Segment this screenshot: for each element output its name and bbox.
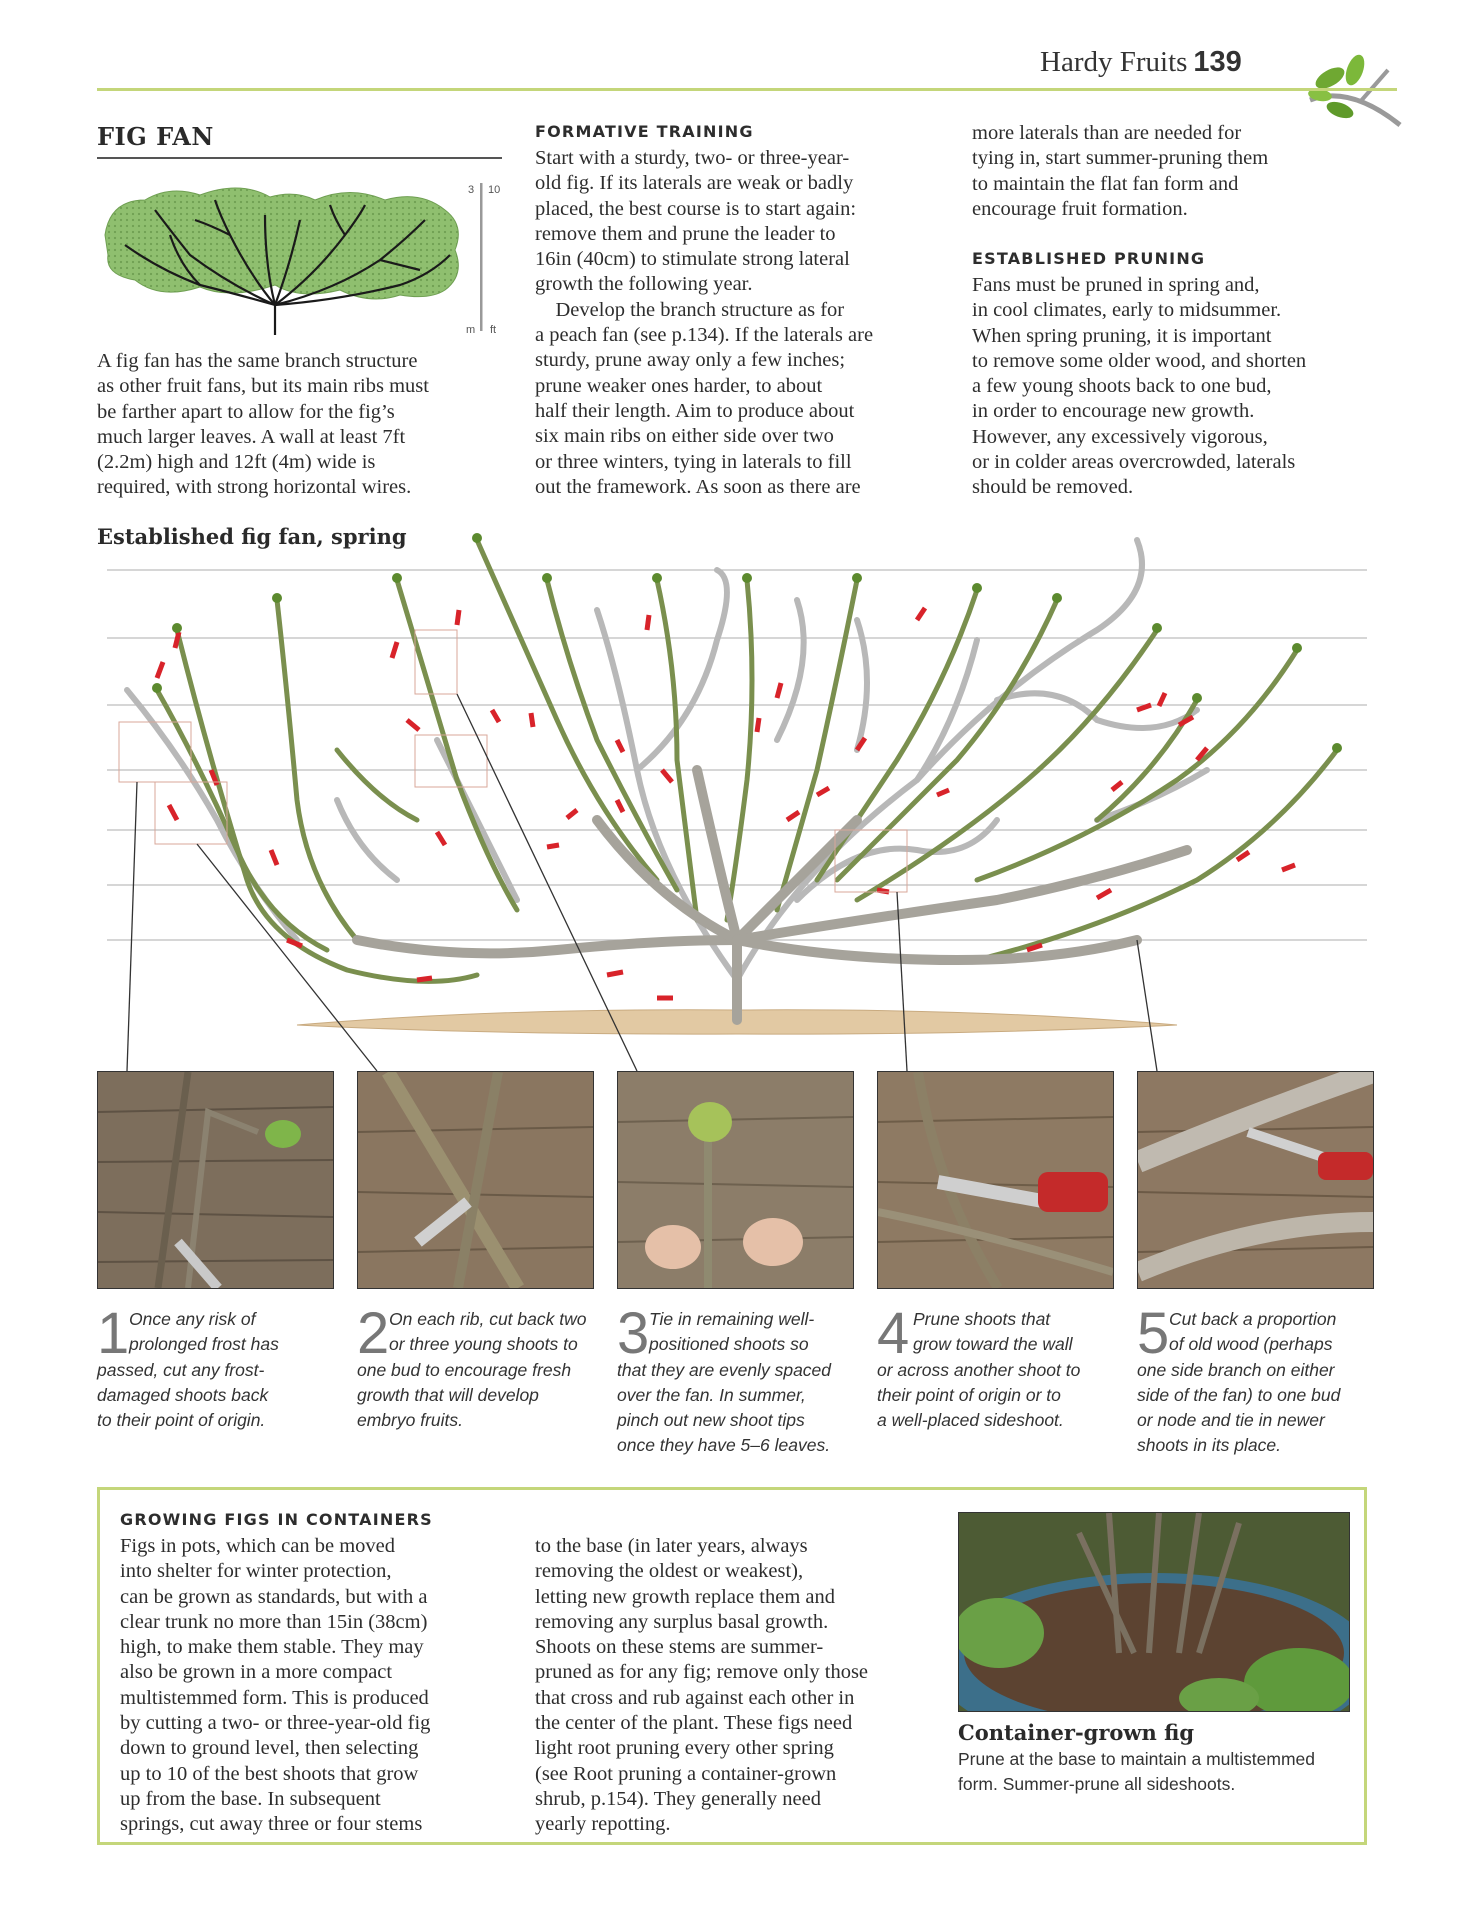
- cut-mark: [817, 788, 829, 795]
- caption-line: Prune shoots that: [913, 1309, 1051, 1329]
- caption-line: to their point of origin.: [97, 1410, 266, 1431]
- caption-line: once they have 5–6 leaves.: [617, 1435, 831, 1456]
- caption-line: or across another shoot to: [877, 1359, 1081, 1380]
- cut-mark: [617, 800, 623, 812]
- cut-mark: [617, 740, 623, 752]
- text-line: shrub, p.154). They generally need: [535, 1787, 821, 1810]
- text-line: sturdy, prune away only a few inches;: [535, 349, 846, 372]
- text-line: Develop the branch structure as for: [535, 298, 845, 321]
- text-line: springs, cut away three or four stems: [120, 1813, 423, 1836]
- intro-line: as other fruit fans, but its main ribs must: [97, 375, 429, 398]
- container-photo-caption-title: Container-grown fig: [958, 1720, 1195, 1745]
- step-3-caption: [617, 1301, 862, 1459]
- step-4-caption: [877, 1301, 1122, 1433]
- formative-training-heading: FORMATIVE TRAINING: [535, 122, 754, 141]
- text-line: up from the base. In subsequent: [120, 1787, 381, 1810]
- containers-text-col2: [535, 1534, 915, 1838]
- step-3-photo: [617, 1071, 854, 1289]
- step-4-number: 4: [877, 1301, 910, 1366]
- intro-paragraph: [97, 349, 502, 501]
- text-line: a few young shoots back to one bud,: [972, 375, 1272, 398]
- text-line: out the framework. As soon as there are: [535, 475, 861, 498]
- text-line: light root pruning every other spring: [535, 1737, 834, 1760]
- cut-mark: [492, 710, 499, 722]
- text-line: in cool climates, early to midsummer.: [972, 299, 1282, 322]
- cut-mark: [437, 832, 445, 845]
- text-line: in order to encourage new growth.: [972, 400, 1255, 423]
- caption-line: shoots in its place.: [1137, 1435, 1281, 1456]
- text-line: yearly repotting.: [535, 1813, 671, 1836]
- caption-line: a well-placed sideshoot.: [877, 1410, 1064, 1431]
- formative-training-text: [535, 146, 910, 500]
- support-wires: [107, 570, 1367, 940]
- caption-line: their point of origin or to: [877, 1384, 1061, 1405]
- cut-mark: [531, 713, 533, 727]
- running-head: [1040, 46, 1242, 79]
- step-5-caption: [1137, 1301, 1382, 1459]
- cut-mark: [777, 683, 781, 698]
- caption-line: positioned shoots so: [649, 1334, 809, 1355]
- cut-mark: [547, 845, 559, 847]
- text-line: to remove some older wood, and shorten: [972, 349, 1307, 372]
- intro-line: required, with strong horizontal wires.: [97, 476, 412, 499]
- header-rule: [97, 88, 1397, 91]
- cut-mark: [567, 810, 577, 818]
- step-1-caption: [97, 1301, 342, 1433]
- text-line: tying in, start summer-pruning them: [972, 147, 1269, 170]
- container-grown-fig-photo: [958, 1512, 1350, 1712]
- leaf-sprig-icon: [1300, 30, 1410, 130]
- trunk-and-ribs: [357, 770, 1187, 1020]
- cut-mark: [937, 790, 949, 795]
- section-name: Hardy Fruits: [1040, 46, 1188, 78]
- text-line: (see Root pruning a container-grown: [535, 1762, 837, 1785]
- text-line: can be grown as standards, but with a: [120, 1585, 428, 1608]
- text-line: or three winters, tying in laterals to fill: [535, 450, 852, 473]
- text-line: or in colder areas overcrowded, laterals: [972, 451, 1296, 474]
- scale-label-metres-top: 3: [468, 184, 475, 196]
- step-2-photo: [357, 1071, 594, 1289]
- cut-mark: [787, 812, 799, 820]
- caption-line: or node and tie in newer: [1137, 1410, 1325, 1431]
- leaf-buds: [152, 533, 1342, 753]
- text-line: clear trunk no more than 15in (38cm): [120, 1610, 428, 1633]
- text-line: to maintain the flat fan form and: [972, 172, 1239, 195]
- established-pruning-text: [972, 273, 1357, 501]
- intro-line: A fig fan has the same branch structure: [97, 350, 418, 372]
- containers-text-col1: [120, 1534, 505, 1838]
- cut-mark: [647, 615, 649, 630]
- text-line: 16in (40cm) to stimulate strong lateral: [535, 248, 850, 271]
- cut-mark: [917, 608, 925, 620]
- scale-bar: [480, 183, 483, 331]
- scale-label-feet-unit: ft: [490, 324, 497, 336]
- caption-line: that they are evenly spaced: [617, 1359, 832, 1380]
- caption-line: form. Summer-prune all sideshoots.: [958, 1774, 1236, 1794]
- section-title: FIG FAN: [97, 122, 214, 151]
- caption-line: side of the fan) to one bud: [1137, 1384, 1341, 1405]
- step-5-number: 5: [1137, 1301, 1170, 1366]
- text-line: to the base (in later years, always: [535, 1535, 808, 1557]
- cut-mark: [607, 972, 623, 975]
- text-line: When spring pruning, it is important: [972, 324, 1272, 347]
- caption-line: damaged shoots back: [97, 1384, 269, 1405]
- cut-mark: [662, 770, 672, 782]
- text-line: removing any surplus basal growth.: [535, 1610, 829, 1633]
- text-line: by cutting a two- or three-year-old fig: [120, 1712, 431, 1735]
- caption-line: growth that will develop: [357, 1384, 539, 1405]
- text-line: into shelter for winter protection,: [120, 1560, 392, 1583]
- text-line: up to 10 of the best shoots that grow: [120, 1762, 419, 1785]
- cut-mark: [157, 662, 163, 678]
- text-line: encourage fruit formation.: [972, 197, 1188, 220]
- text-line: old fig. If its laterals are weak or badly: [535, 172, 854, 195]
- caption-line: Prune at the base to maintain a multistemmed: [958, 1749, 1315, 1769]
- caption-line: Tie in remaining well-: [649, 1309, 815, 1329]
- text-line: down to ground level, then selecting: [120, 1737, 419, 1760]
- fig-fan-silhouette-diagram: [100, 175, 500, 345]
- cut-mark: [417, 978, 432, 980]
- cut-mark: [169, 805, 177, 820]
- text-line: Figs in pots, which can be moved: [120, 1535, 396, 1557]
- cut-mark: [757, 718, 759, 732]
- text-line: more laterals than are needed for: [972, 122, 1242, 144]
- title-rule: [97, 157, 502, 159]
- cut-mark: [1159, 693, 1165, 706]
- text-line: a peach fan (see p.134). If the laterals are: [535, 324, 874, 347]
- text-line: should be removed.: [972, 476, 1134, 499]
- text-line: However, any excessively vigorous,: [972, 425, 1268, 448]
- caption-line: embryo fruits.: [357, 1410, 463, 1431]
- cut-mark: [1282, 865, 1295, 870]
- caption-line: Once any risk of: [129, 1309, 256, 1329]
- intro-line: be farther apart to allow for the fig’s: [97, 400, 395, 423]
- step-2-caption: [357, 1301, 602, 1433]
- text-line: prune weaker ones harder, to about: [535, 374, 823, 397]
- text-line: pruned as for any fig; remove only those: [535, 1661, 869, 1684]
- caption-line: one bud to encourage fresh: [357, 1359, 572, 1380]
- page-number: 139: [1193, 46, 1242, 78]
- text-line: remove them and prune the leader to: [535, 222, 836, 245]
- text-line: placed, the best course is to start again:: [535, 197, 857, 220]
- step-4-photo: [877, 1071, 1114, 1289]
- caption-line: grow toward the wall: [913, 1334, 1073, 1355]
- established-pruning-heading: ESTABLISHED PRUNING: [972, 249, 1206, 268]
- scale-label-feet-top: 10: [488, 184, 500, 196]
- cut-mark: [392, 642, 397, 658]
- caption-line: or three young shoots to: [389, 1334, 578, 1355]
- caption-line: Cut back a proportion: [1169, 1309, 1337, 1329]
- container-photo-caption: [958, 1747, 1358, 1797]
- cut-mark: [407, 720, 419, 730]
- step-3-number: 3: [617, 1301, 650, 1366]
- caption-line: pinch out new shoot tips: [617, 1410, 805, 1431]
- caption-line: passed, cut any frost-: [97, 1359, 265, 1380]
- cut-mark: [1137, 705, 1151, 710]
- established-fig-fan-illustration: [97, 520, 1377, 1080]
- step-1-photo: [97, 1071, 334, 1289]
- caption-line: over the fan. In summer,: [617, 1384, 806, 1405]
- fan-branches-green: [157, 540, 1337, 981]
- text-line: Start with a sturdy, two- or three-year-: [535, 147, 850, 169]
- cut-mark: [1097, 890, 1111, 898]
- intro-line: much larger leaves. A wall at least 7ft: [97, 425, 406, 448]
- step-2-number: 2: [357, 1301, 390, 1366]
- caption-line: On each rib, cut back two: [389, 1309, 587, 1329]
- step-1-number: 1: [97, 1301, 130, 1366]
- text-line: also be grown in a more compact: [120, 1661, 393, 1684]
- text-line: Fans must be pruned in spring and,: [972, 274, 1260, 296]
- summer-pruning-continued: [972, 121, 1357, 222]
- illustration-title: Established fig fan, spring: [97, 524, 407, 549]
- text-line: multistemmed form. This is produced: [120, 1686, 429, 1709]
- text-line: removing the oldest or weakest),: [535, 1560, 804, 1583]
- text-line: letting new growth replace them and: [535, 1585, 835, 1608]
- scale-label-metres-unit: m: [466, 324, 476, 336]
- containers-heading: GROWING FIGS IN CONTAINERS: [120, 1510, 433, 1529]
- text-line: the center of the plant. These figs need: [535, 1712, 853, 1735]
- caption-line: prolonged frost has: [129, 1334, 279, 1355]
- cut-mark: [1112, 782, 1122, 790]
- cut-wood-gray: [127, 540, 1207, 980]
- cut-mark: [271, 850, 277, 865]
- step-5-photo: [1137, 1071, 1374, 1289]
- cut-mark: [457, 610, 459, 625]
- text-line: growth the following year.: [535, 273, 753, 296]
- intro-line: (2.2m) high and 12ft (4m) wide is: [97, 451, 376, 474]
- caption-line: one side branch on either: [1137, 1359, 1335, 1380]
- text-line: half their length. Aim to produce about: [535, 399, 855, 422]
- text-line: Shoots on these stems are summer-: [535, 1636, 824, 1659]
- text-line: six main ribs on either side over two: [535, 425, 834, 448]
- caption-line: of old wood (perhaps: [1169, 1334, 1333, 1355]
- text-line: that cross and rub against each other in: [535, 1686, 855, 1709]
- text-line: high, to make them stable. They may: [120, 1636, 424, 1659]
